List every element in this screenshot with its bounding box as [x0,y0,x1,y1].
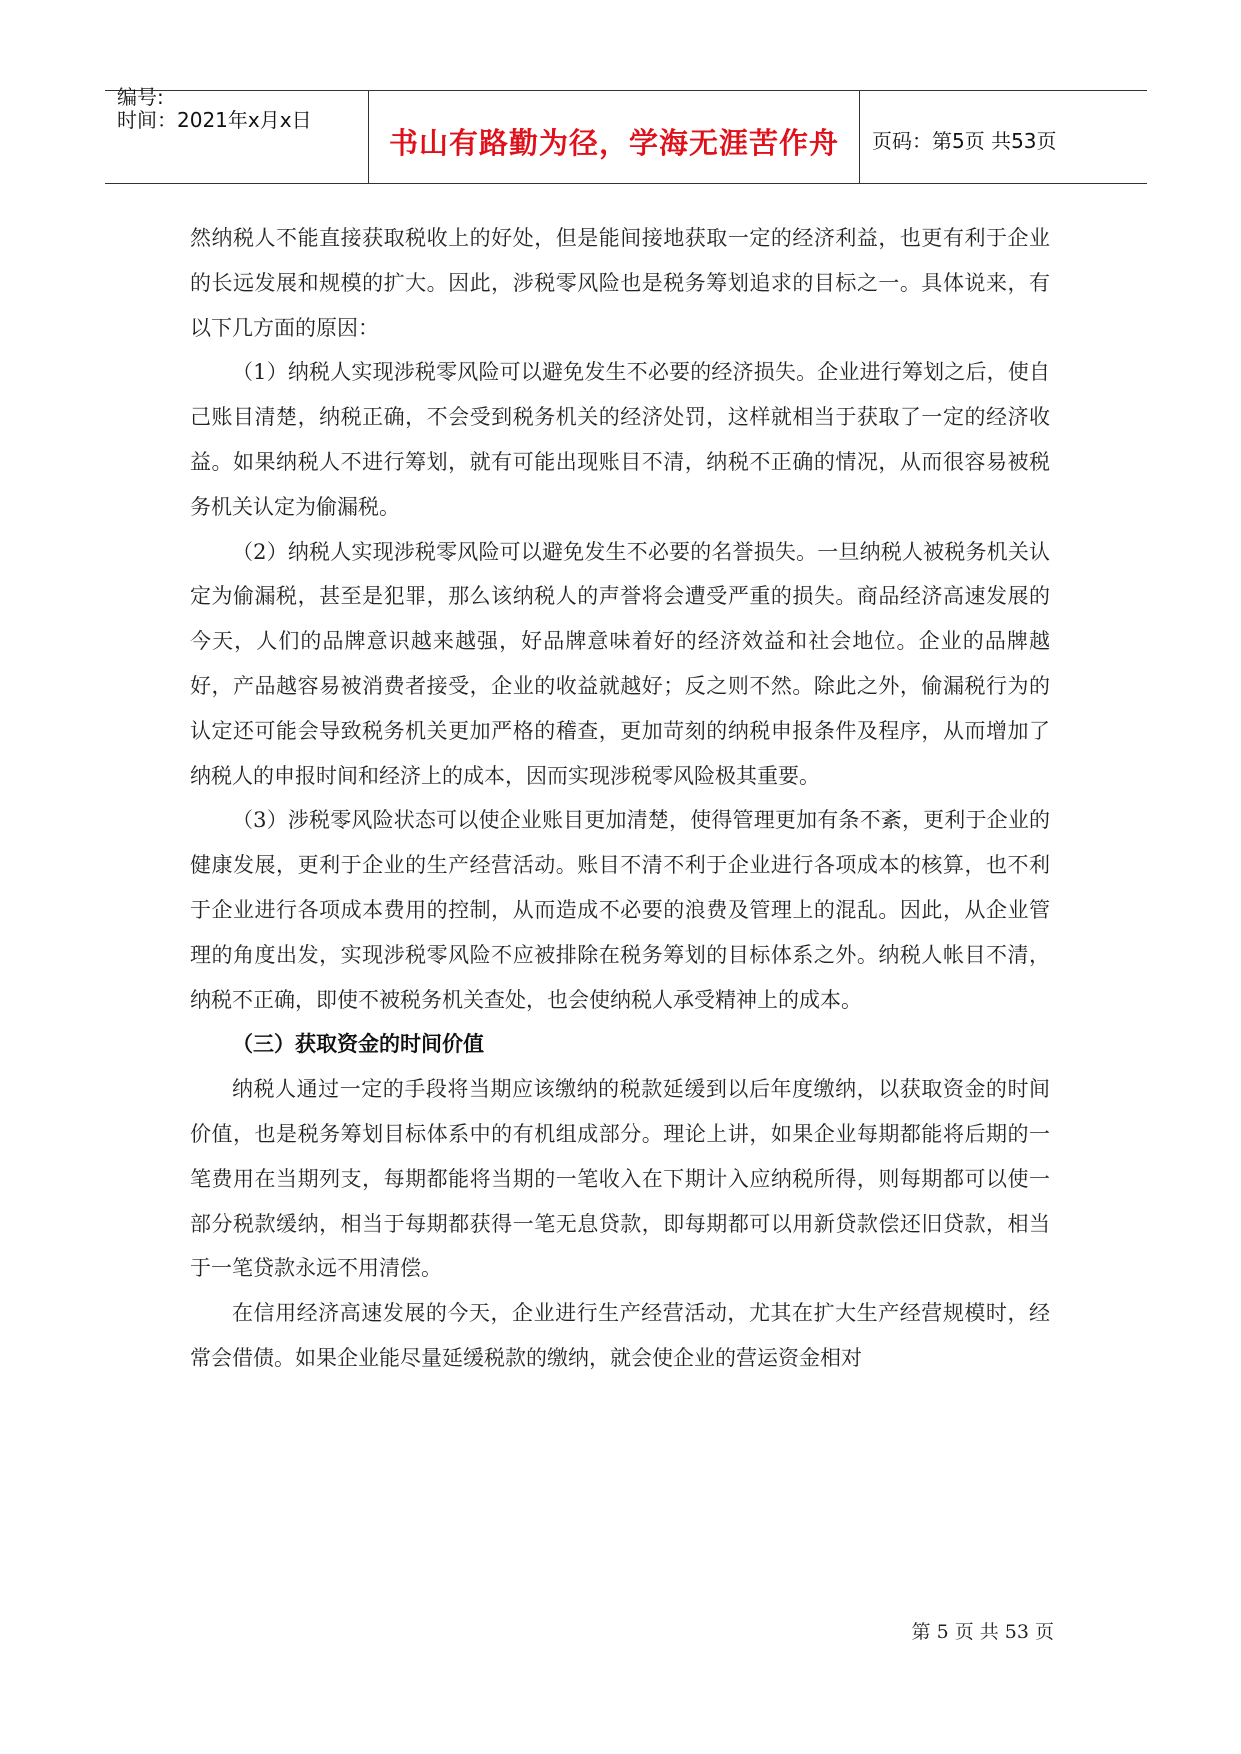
header-motto: 书山有路勤为径，学海无涯苦作舟 [388,126,839,160]
header-page-cell [860,91,1147,183]
paragraph: （3）涉税零风险状态可以使企业账目更加清楚，使得管理更加有条不紊，更利于企业的健康发展，更利于企业的生产经营活动。账目不清不利于企业进行各项成本的核算，也不利于企业进行各项成本费用的控制，从而造成不必要的浪费及管理上的混乱。因此，从企业管理的角度出发，实现涉税零风险不应被排除在税务筹划的目标体系之外。纳税人帐目不清，纳税不正确，即使不被税务机关查处，也会使纳税人承受精神上的成本。 [190,808,1050,1012]
header-meta [117,85,367,183]
section-heading: （三）获取资金的时间价值 [232,1032,484,1057]
header-page-info: 页码：第5页 共53页 [872,129,1057,153]
document-time: 时间：2021年x月x日 [117,108,312,132]
page-header [105,85,1147,184]
paragraph: 在信用经济高速发展的今天，企业进行生产经营活动，尤其在扩大生产经营规模时，经常会借债。如果企业能尽量延缓税款的缴纳，就会使企业的营运资金相对 [190,1301,1050,1370]
paragraph: 然纳税人不能直接获取税收上的好处，但是能间接地获取一定的经济利益，也更有利于企业的长远发展和规模的扩大。因此，涉税零风险也是税务筹划追求的目标之一。具体说来，有以下几方面的原因： [190,226,1050,340]
document-number-label: 编号: [117,85,164,109]
page-footer: 第 5 页 共 53 页 [911,1621,1054,1643]
paragraph: （1）纳税人实现涉税零风险可以避免发生不必要的经济损失。企业进行筹划之后，使自己账目清楚，纳税正确，不会受到税务机关的经济处罚，这样就相当于获取了一定的经济收益。如果纳税人不进行筹划，就有可能出现账目不清，纳税不正确的情况，从而很容易被税务机关认定为偷漏税。 [190,360,1050,519]
document-body [190,216,1050,1381]
paragraph: （2）纳税人实现涉税零风险可以避免发生不必要的名誉损失。一旦纳税人被税务机关认定为偷漏税，甚至是犯罪，那么该纳税人的声誉将会遭受严重的损失。商品经济高速发展的今天，人们的品牌意识越来越强，好品牌意味着好的经济效益和社会地位。企业的品牌越好，产品越容易被消费者接受，企业的收益就越好；反之则不然。除此之外，偷漏税行为的认定还可能会导致税务机关更加严格的稽查，更加苛刻的纳税申报条件及程序，从而增加了纳税人的申报时间和经济上的成本，因而实现涉税零风险极其重要。 [190,539,1050,788]
paragraph: 纳税人通过一定的手段将当期应该缴纳的税款延缓到以后年度缴纳，以获取资金的时间价值，也是税务筹划目标体系中的有机组成部分。理论上讲，如果企业每期都能将后期的一笔费用在当期列支，每期都能将当期的一笔收入在下期计入应纳税所得，则每期都可以使一部分税款缓纳，相当于每期都获得一笔无息贷款，即每期都可以用新贷款偿还旧贷款，相当于一笔贷款永远不用清偿。 [190,1077,1050,1281]
header-motto-cell [368,91,860,183]
